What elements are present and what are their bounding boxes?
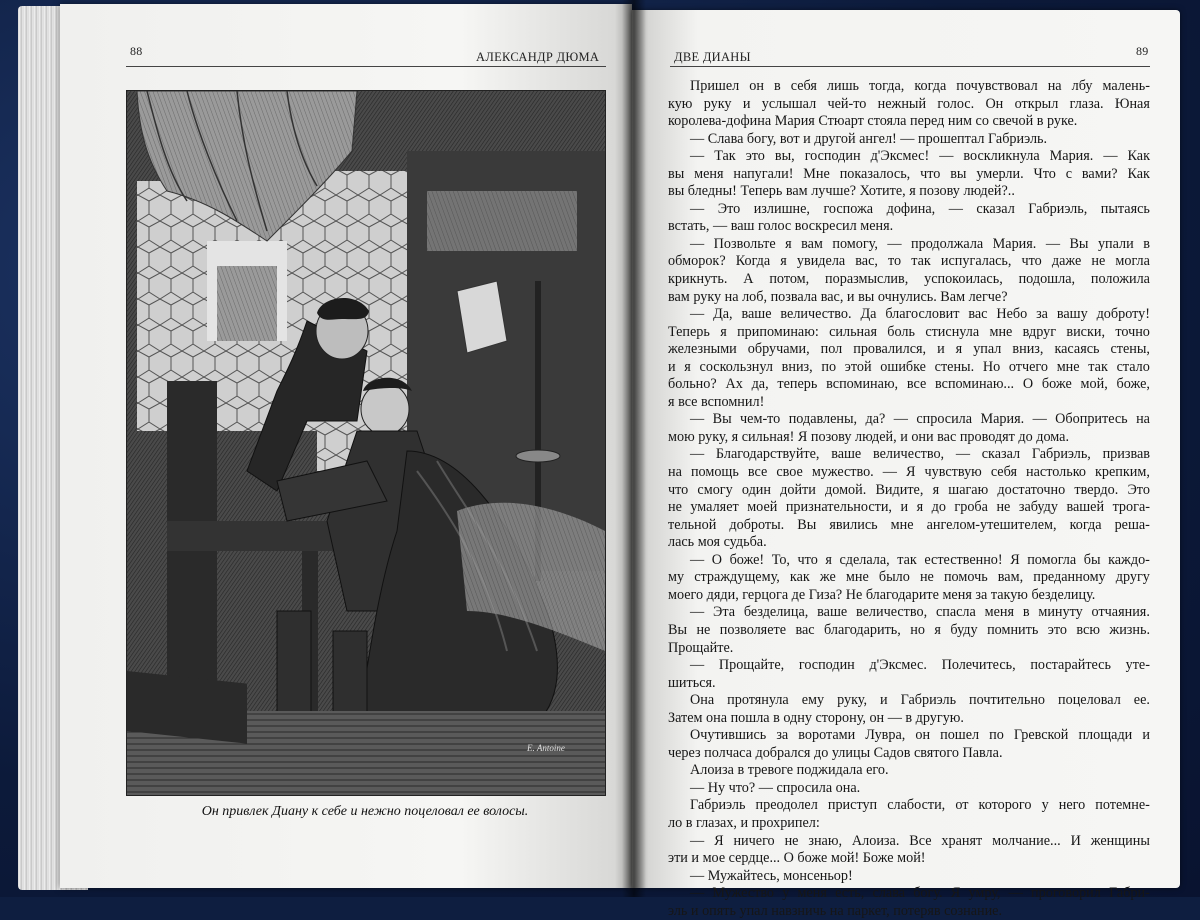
text-line: лась моя судьба. [668,534,767,551]
text-line: моего дяди, герцога де Гиза? Не благодарите меня за такую безделицу. [668,586,1096,603]
text-line: кую руку и услышал чей-то нежный голос. Он открыл глаза. Юная [668,95,1150,112]
book-gutter [622,0,646,897]
text-line: — Благодарствуйте, ваше величество, — сказал Габриэль, призвав [690,446,1150,463]
text-line: Габриэль преодолел приступ слабости, от которого у него потемне- [690,797,1150,814]
text-line: вы меня напугали! Мне показалось, что вы умерли. Что с вами? Как [668,165,1150,182]
text-line: — Эта безделица, ваше величество, спасла меня в минуту отчаяния. [690,604,1150,621]
left-running-head: АЛЕКСАНДР ДЮМА [476,50,600,64]
illustration-caption: Он привлек Диану к себе и нежно поцеловал ее волосы. [201,804,529,819]
text-line: — Слава богу, вот и другой ангел! — прошептал Габриэль. [690,130,1048,147]
left-page-number: 88 [130,44,143,58]
text-line: крикнуть. А потом, поразмыслив, успокоилась, подошла, положила [668,271,1150,288]
text-line: му страждущему, как же мне было не помочь вам, преданному другу [668,569,1150,586]
chapter-text [668,78,1150,920]
text-line: Алоиза в тревоге поджидала его. [690,762,889,779]
text-line: — Ну что? — спросила она. [690,779,861,796]
text-line: Теперь я припоминаю: сильная боль стиснула мне вдруг виски, точно [668,323,1150,340]
text-line: эти и мое сердце... О боже мой! Боже мой! [668,850,926,867]
right-header-rule [670,66,1150,67]
text-line: тельной доброты. Вы явились мне ангелом-утешителем, когда реша- [668,516,1150,533]
text-line: — Позвольте я вам помогу, — продолжала Мария. — Вы упали в [690,235,1150,252]
engraving-illustration [126,90,606,796]
text-line: что смогу один дойти домой. Видите, я шагаю достаточно твердо. Это [668,481,1150,498]
text-line: — Вы чем-то подавлены, да? — спросила Мария. — Обопритесь на [690,411,1150,428]
text-line: вы бледны! Теперь вам лучше? Хотите, я позову людей?.. [668,183,1015,200]
text-line: — Да, ваше величество. Да благословит вас Небо за вашу доброту! [690,306,1150,323]
text-line: — О боже! То, что я сделала, так естественно! Я помогла бы каждо- [690,551,1150,568]
text-line: — Прощайте, господин д'Эксмес. Полечитесь, постарайтесь уте- [690,657,1150,674]
text-line: Вы не позволяете вас благодарить, но я буду помнить это всю жизнь. [668,621,1150,638]
text-line: больно? Ах да, теперь вспоминаю, все вспоминаю... О боже мой, боже, [668,376,1150,393]
text-line: я все вспомнил! [668,393,765,410]
text-line: железными обручами, пол провалился, и я упал вниз, касаясь стены, [668,341,1150,358]
text-line: Она протянула ему руку, и Габриэль почтительно поцеловал ее. [690,692,1150,709]
text-line: королева-дофина Мария Стюарт стояла перед ним со свечой в руке. [668,113,1078,130]
text-line: на помощь все свое мужество. — Я чувствую себя настолько крепким, [668,464,1150,481]
text-line: — Это излишне, госпожа дофина, — сказал Габриэль, пытаясь [690,200,1150,217]
text-line: не умаляет моей признательности, и я до гроба не забуду вашей трога- [668,499,1150,516]
right-page-number: 89 [1136,44,1149,58]
text-line: мою руку, я сильная! Я позову людей, и они вас проводят до дома. [668,428,1070,445]
text-line: Затем она пошла в одну сторону, он — в другую. [668,709,964,726]
text-line: и я соскользнул вниз, по этой ошибке стены. Но отчего мне так стало [668,358,1150,375]
text-line: шиться. [668,674,716,691]
text-line: через полчаса добрался до улицы Садов святого Павла. [668,744,1003,761]
text-line: — Я ничего не знаю, Алоиза. Все хранят молчание... И женщины [690,832,1150,849]
text-line: Прощайте. [668,639,734,656]
text-line: — Мужайтесь, монсеньор! [690,867,853,884]
text-line: Очутившись за воротами Лувра, он пошел по Гревской площади и [690,727,1150,744]
text-line: вам руку на лоб, позвала вас, и вы очнулись. Вам легче? [668,288,1008,305]
right-running-head: ДВЕ ДИАНЫ [674,50,751,64]
text-line: Пришел он в себя лишь тогда, когда почувствовал на лбу малень- [690,78,1150,94]
text-line: — Так это вы, господин д'Эксмес! — воскликнула Мария. — Как [690,148,1150,165]
text-line: обморок? Когда я увидела вас, то так испугалась, что даже не могла [668,253,1150,270]
left-header-rule [126,66,606,67]
text-line: встать, — ваш голос воскресил меня. [668,218,894,235]
engraver-signature: E. Antoine [527,743,565,753]
text-line: эль и опять упал навзничь на паркет, потеряв сознание. [668,902,1003,919]
text-line: — Мужество у меня есть, слава богу. Я умру, — проговорил Габри- [690,885,1150,902]
text-line: ло в глазах, и прохрипел: [668,814,820,831]
